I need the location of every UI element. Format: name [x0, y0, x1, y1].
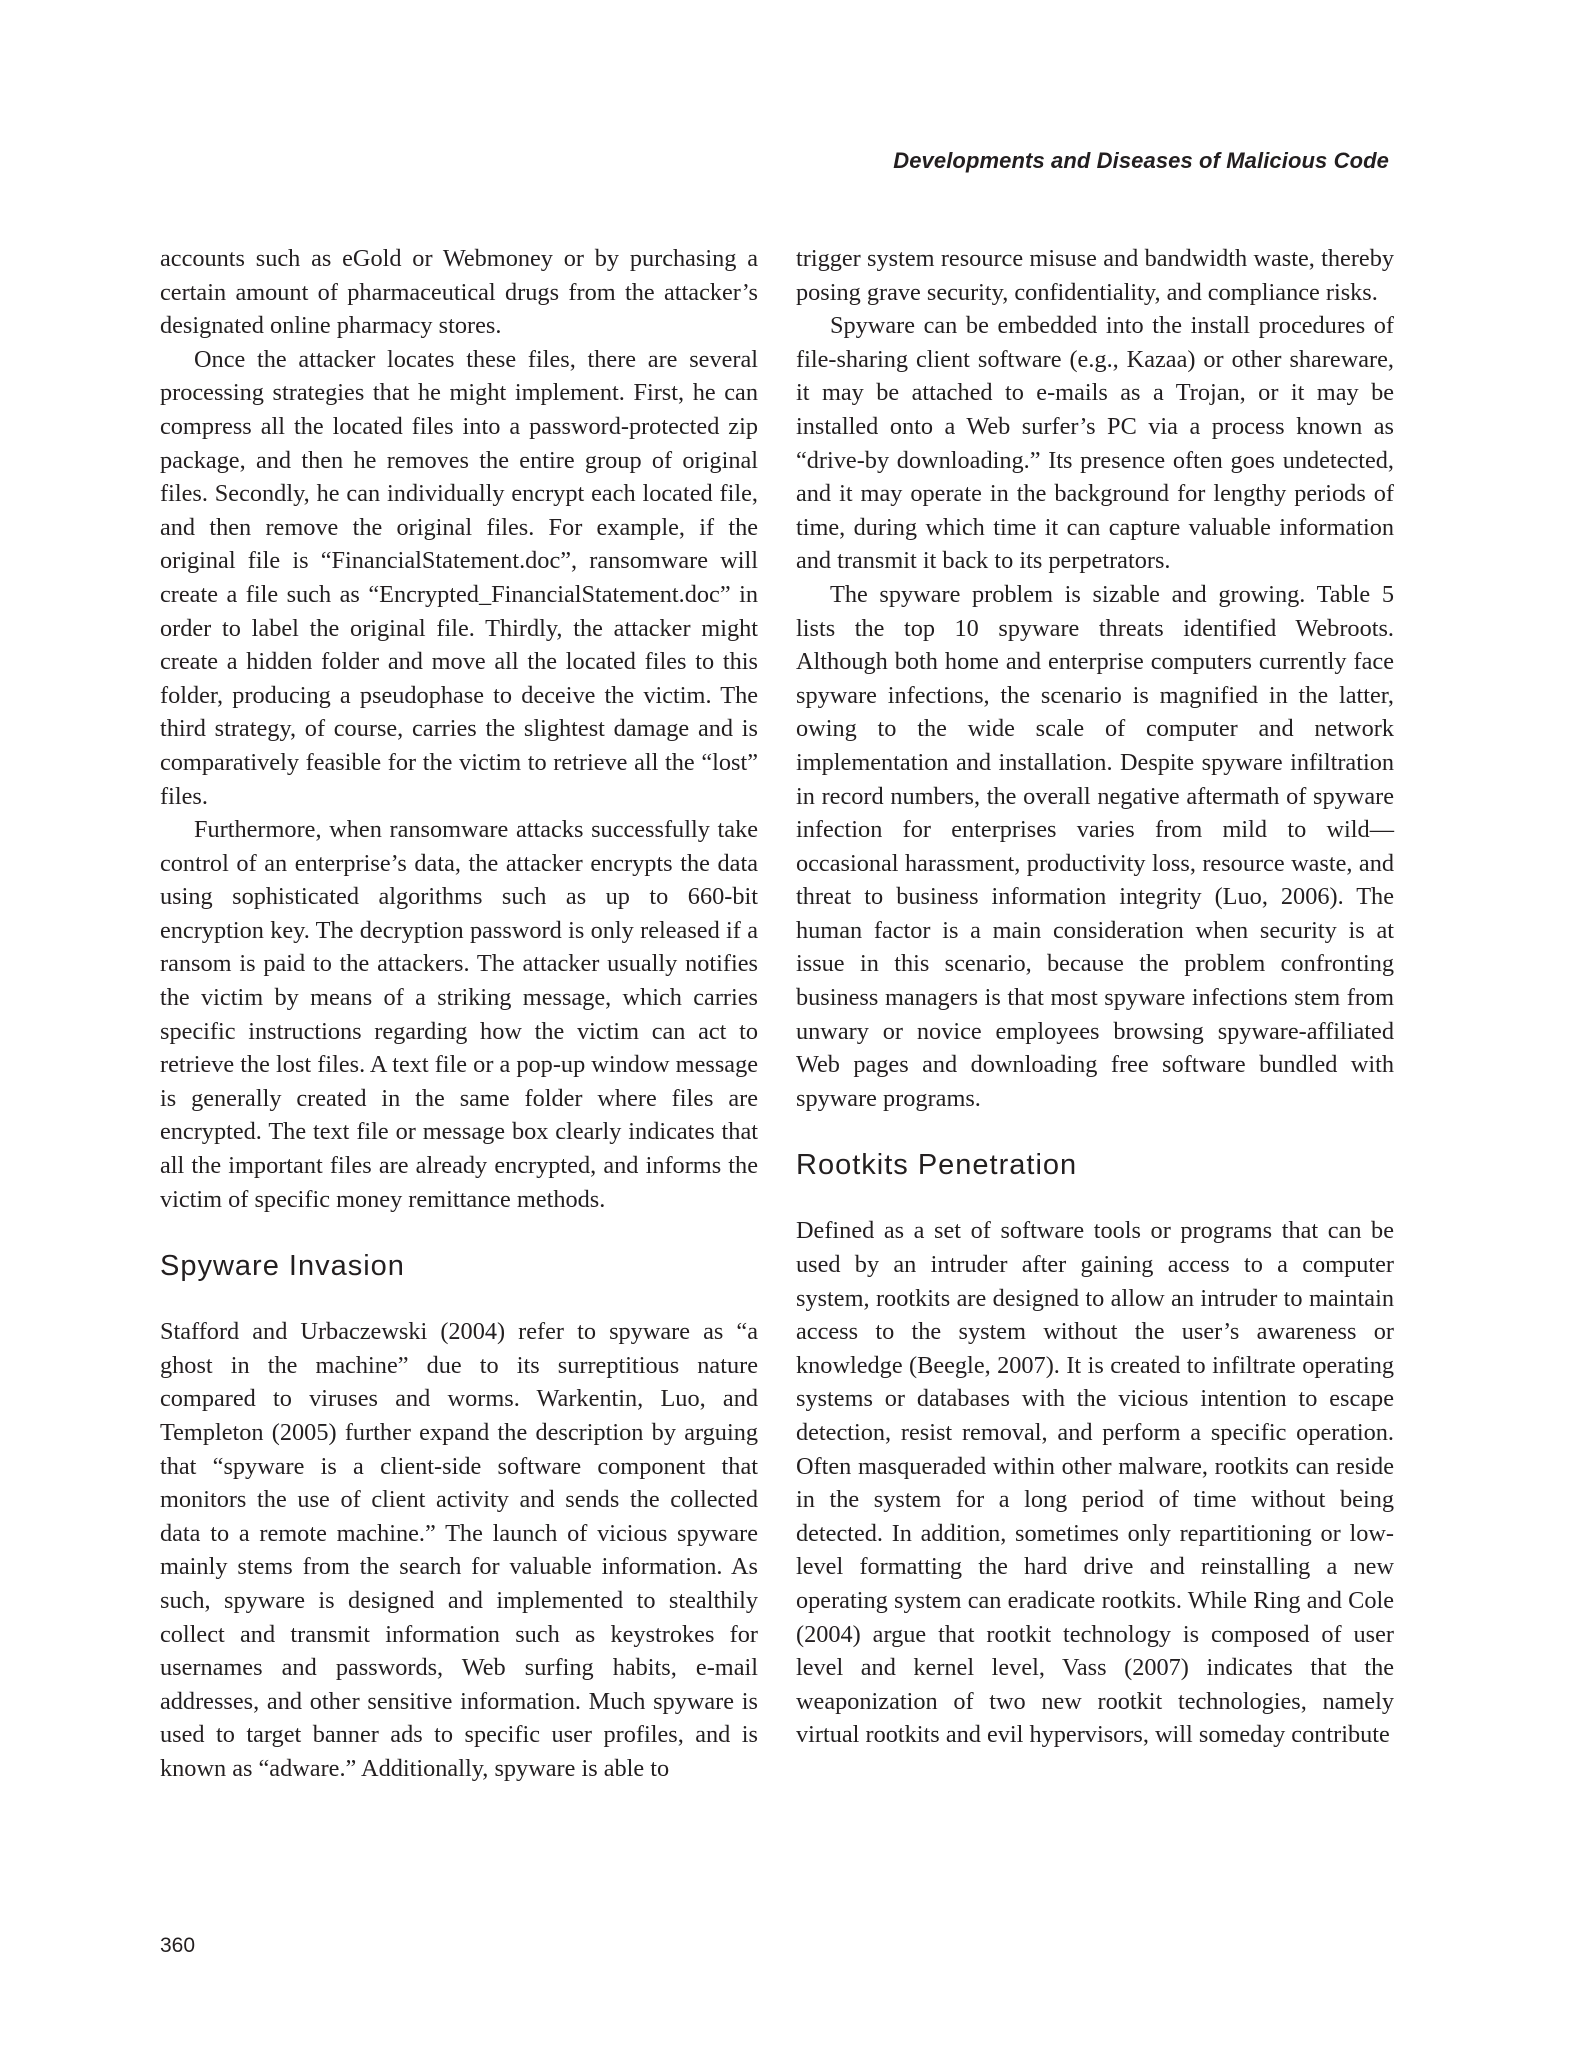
- paragraph-left-2: Once the attacker locates these files, there are several processing strategies that he might implement. First, he can compress all the located files into a password-protected zip package, and then he removes the entire group of original files. Secondly, he can individually encrypt each located file, and then remove the original files. For example, if the original file is “FinancialStatement.doc”, ransomware will create a file such as “Encrypted_FinancialStatement.doc” in order to label the original file. Thirdly, the attacker might create a hidden folder and move all the located files to this folder, producing a pseudophase to deceive the victim. The third strategy, of course, carries the slightest damage and is comparatively feasible for the victim to retrieve all the “lost” files.: [160, 345, 758, 810]
- page-number: 360: [160, 1934, 196, 1957]
- paragraph-left-3: Furthermore, when ransomware attacks successfully take control of an enterprise’s data, the attacker encrypts the data using sophisticated algorithms such as up to 660-bit encryption key. The decryption password is only released if a ransom is paid to the attackers. The attacker usually notifies the victim by means of a striking message, which carries specific instructions regarding how the victim can act to retrieve the lost files. A text file or a pop-up window message is generally created in the same folder where files are encrypted. The text file or message box clearly indicates that all the important files are already encrypted, and informs the victim of specific money remittance methods.: [160, 816, 758, 1213]
- section-heading-rootkits-penetration: Rootkits Penetration: [796, 1149, 1078, 1182]
- paragraph-right-3: The spyware problem is sizable and growing. Table 5 lists the top 10 spyware threats identified Webroots. Although both home and enterprise computers currently face spyware infections, the scenario is magnified in the latter, owing to the wide scale of computer and network implementation and installation. Despite spyware infiltration in record numbers, the overall negative aftermath of spyware infection for enterprises varies from mild to wild—occasional harassment, productivity loss, resource waste, and threat to business information integrity (Luo, 2006). The human factor is a main consideration when security is at issue in this scenario, because the problem confronting business managers is that most spyware infections stem from unwary or novice employees browsing spyware-affiliated Web pages and downloading free software bundled with spyware programs.: [796, 580, 1394, 1112]
- paragraph-left-1: accounts such as eGold or Webmoney or by purchasing a certain amount of pharmaceutical drugs from the attacker’s designated online pharmacy stores.: [160, 245, 758, 340]
- running-header: Developments and Diseases of Malicious Code: [893, 148, 1389, 173]
- left-column: [160, 242, 758, 1786]
- paragraph-right-4: Defined as a set of software tools or programs that can be used by an intruder after gaining access to a computer system, rootkits are designed to allow an intruder to maintain access to the system without the user’s awareness or knowledge (Beegle, 2007). It is created to infiltrate operating systems or databases with the vicious intention to escape detection, resist removal, and perform a specific operation. Often masqueraded within other malware, rootkits can reside in the system for a long period of time without being detected. In addition, sometimes only repartitioning or low-level formatting the hard drive and reinstalling a new operating system can eradicate rootkits. While Ring and Cole (2004) argue that rootkit technology is composed of user level and kernel level, Vass (2007) indicates that the weaponization of two new rootkit technologies, namely virtual rootkits and evil hypervisors, will someday contribute: [796, 1217, 1394, 1749]
- right-column: [796, 242, 1394, 1752]
- paragraph-right-1: trigger system resource misuse and bandwidth waste, thereby posing grave security, confidentiality, and compliance risks.: [796, 245, 1394, 306]
- paragraph-left-4: Stafford and Urbaczewski (2004) refer to spyware as “a ghost in the machine” due to its surreptitious nature compared to viruses and worms. Warkentin, Luo, and Templeton (2005) further expand the description by arguing that “spyware is a client-side software component that monitors the use of client activity and sends the collected data to a remote machine.” The launch of vicious spyware mainly stems from the search for valuable information. As such, spyware is designed and implemented to stealthily collect and transmit information such as keystrokes for usernames and passwords, Web surfing habits, e-mail addresses, and other sensitive information. Much spyware is used to target banner ads to specific user profiles, and is known as “adware.” Additionally, spyware is able to: [160, 1318, 758, 1782]
- section-heading-spyware-invasion: Spyware Invasion: [160, 1250, 405, 1283]
- paragraph-right-2: Spyware can be embedded into the install procedures of file-sharing client software (e.g., Kazaa) or other shareware, it may be attached to e-mails as a Trojan, or it may be installed onto a Web surfer’s PC via a process known as “drive-by downloading.” Its presence often goes undetected, and it may operate in the background for lengthy periods of time, during which time it can capture valuable information and transmit it back to its perpetrators.: [796, 312, 1394, 575]
